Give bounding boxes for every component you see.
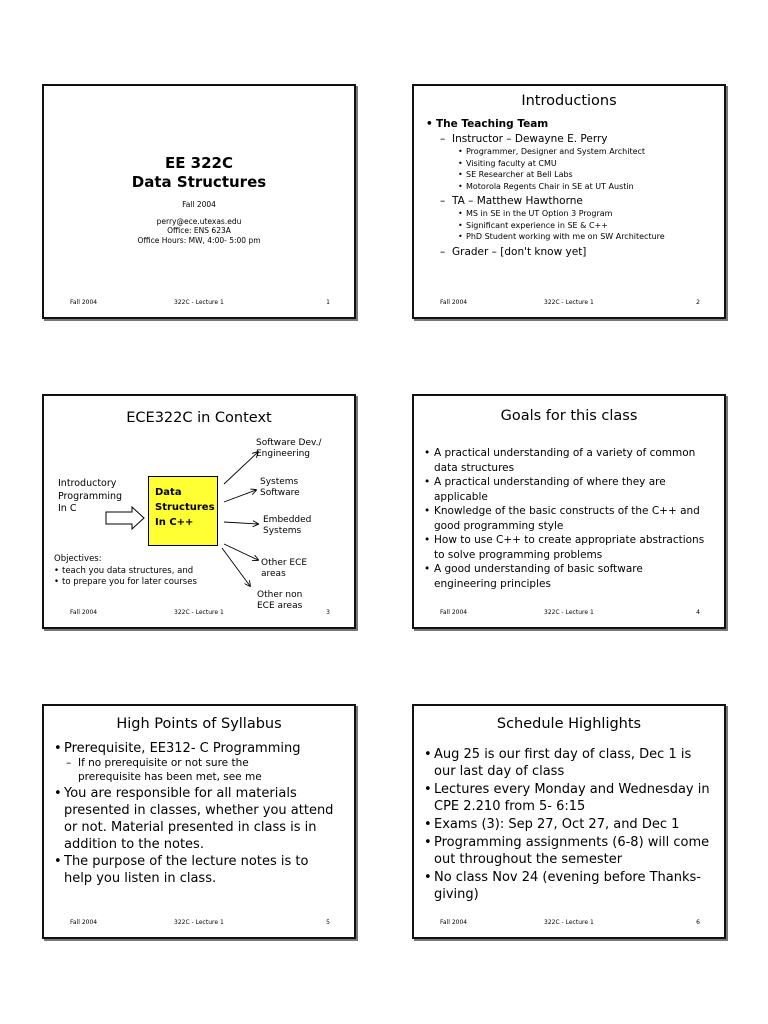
footer-term: Fall 2004 (440, 919, 468, 926)
footer-lecture: 322C - Lecture 1 (544, 919, 594, 926)
other-ece-label: Other ECE areas (261, 558, 308, 579)
list-item: • How to use C++ to create appropriate abstractions to solve programming problems (422, 533, 718, 562)
slide-3-title: ECE322C in Context (126, 410, 272, 426)
email: perry@ece.utexas.edu (156, 216, 242, 226)
course-number: EE 322C (164, 154, 234, 172)
slide-footer (414, 299, 724, 309)
page-number: 3 (326, 609, 330, 616)
footer-lecture: 322C - Lecture 1 (544, 609, 594, 616)
course-name: Data Structures (131, 173, 267, 191)
list-item: • No class Nov 24 (evening before Thanks- giving) (422, 869, 718, 903)
objective-item: • to prepare you for later courses (54, 577, 197, 589)
list-item: • Motorola Regents Chair in SE at UT Austin (458, 181, 718, 193)
arrow-to-software-dev (224, 452, 258, 484)
grader: – Grader – [don't know yet] (440, 246, 718, 259)
ta: – TA – Matthew Hawthorne (440, 195, 718, 208)
footer-term: Fall 2004 (440, 609, 468, 616)
footer-lecture: 322C - Lecture 1 (544, 299, 594, 306)
objectives-heading: Objectives: (54, 554, 102, 564)
list-item: • Aug 25 is our first day of class, Dec 1 is our last day of class (422, 746, 718, 780)
slide-4-title: Goals for this class (500, 408, 638, 424)
footer-lecture: 322C - Lecture 1 (174, 299, 224, 306)
slide-5 (42, 704, 356, 939)
slide-1-title (44, 154, 354, 192)
slide-2-title: Introductions (521, 93, 617, 109)
prerequisite: • Prerequisite, EE312- C Programming (52, 740, 348, 757)
list-item: • A practical understanding of where they are applicable (422, 475, 718, 504)
list-item: • SE Researcher at Bell Labs (458, 169, 718, 181)
footer-term: Fall 2004 (440, 299, 468, 306)
page-number: 1 (326, 299, 330, 306)
slide-5-title: High Points of Syllabus (116, 716, 282, 732)
embedded-systems-label: Embedded Systems (263, 515, 312, 536)
list-item: • A good understanding of basic software engineering principles (422, 562, 718, 591)
list-item: • Knowledge of the basic constructs of the C++ and good programming style (422, 504, 718, 533)
footer-lecture: 322C - Lecture 1 (174, 609, 224, 616)
data-structures-box: Data Structures In C++ (148, 476, 218, 546)
slide-4 (412, 394, 726, 629)
course-info (44, 200, 354, 245)
arrow-to-systems (224, 490, 256, 502)
term: Fall 2004 (182, 200, 216, 209)
page-number: 2 (696, 299, 700, 306)
list-item: • Exams (3): Sep 27, Oct 27, and Dec 1 (422, 816, 718, 833)
instructor-list (458, 146, 718, 192)
footer-term: Fall 2004 (70, 609, 98, 616)
page-number: 6 (696, 919, 700, 926)
slide-3 (42, 394, 356, 629)
footer-term: Fall 2004 (70, 299, 98, 306)
list-item: • MS in SE in the UT Option 3 Program (458, 208, 718, 220)
objectives (54, 554, 197, 589)
slide-footer (44, 299, 354, 309)
office-hours: Office Hours: MW, 4:00- 5:00 pm (137, 235, 261, 245)
page-number: 4 (696, 609, 700, 616)
slide-footer (414, 919, 724, 929)
prerequisite-note: – If no prerequisite or not sure the prerequisite has been met, see me (66, 757, 348, 784)
office: Office: ENS 623A (167, 226, 231, 235)
list-item: • Programmer, Designer and System Architect (458, 146, 718, 158)
software-dev-label: Software Dev./ Engineering (256, 438, 322, 459)
list-item: • PhD Student working with me on SW Architecture (458, 231, 718, 243)
slide-1 (42, 84, 356, 319)
slide-footer (414, 609, 724, 619)
arrow-to-embedded (224, 522, 258, 524)
list-item: • Visiting faculty at CMU (458, 158, 718, 170)
intro-programming-label: Introductory Programming In C (58, 478, 123, 514)
instructor: – Instructor – Dewayne E. Perry (440, 133, 718, 146)
list-item: • Programming assignments (6-8) will come out throughout the semester (422, 834, 718, 868)
notes-purpose: • The purpose of the lecture notes is to help you listen in class. (52, 853, 348, 887)
other-non-ece-label: Other non ECE areas (257, 590, 303, 611)
slide-footer (44, 609, 354, 619)
slide-6 (412, 704, 726, 939)
list-item: • Significant experience in SE & C++ (458, 220, 718, 232)
footer-lecture: 322C - Lecture 1 (174, 919, 224, 926)
teaching-team: • The Teaching Team (424, 118, 718, 131)
ta-list (458, 208, 718, 243)
list-item: • Lectures every Monday and Wednesday in CPE 2.210 from 5- 6:15 (422, 781, 718, 815)
goals-list (422, 446, 718, 591)
list-item: • A practical understanding of a variety of common data structures (422, 446, 718, 475)
schedule-list (422, 746, 718, 903)
slide-2 (412, 84, 726, 319)
arrow-to-other-non-ece (222, 548, 250, 586)
page-number: 5 (326, 919, 330, 926)
systems-software-label: Systems Software (260, 477, 300, 498)
footer-term: Fall 2004 (70, 919, 98, 926)
slide-footer (44, 919, 354, 929)
objective-item: • teach you data structures, and (54, 566, 197, 578)
slide-6-title: Schedule Highlights (496, 716, 642, 732)
responsibility: • You are responsible for all materials presented in classes, whether you attend or not. Material presented in class is in addition to the notes. (52, 785, 348, 853)
